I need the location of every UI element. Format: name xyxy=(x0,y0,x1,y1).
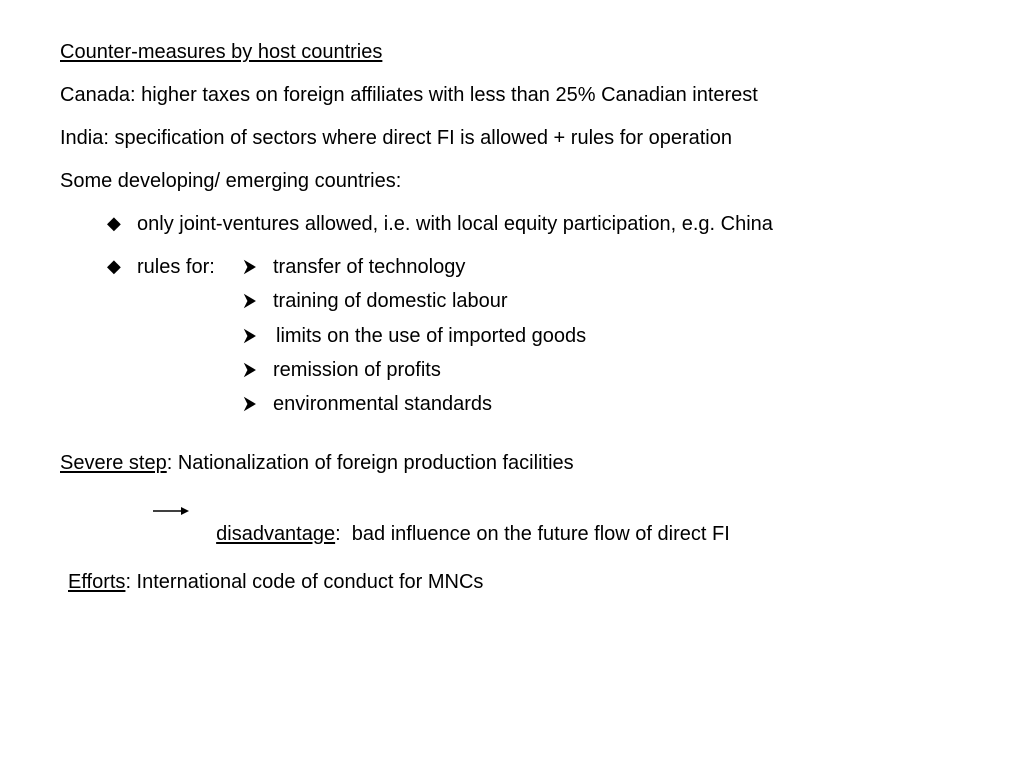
disadvantage-label: disadvantage xyxy=(216,523,336,545)
efforts-text: : International code of conduct for MNCs xyxy=(125,571,484,593)
severe-step-label: Severe step xyxy=(60,452,167,474)
arrowhead-bullet-icon xyxy=(243,293,257,309)
rule-item: environmental standards xyxy=(273,393,493,415)
india-line: India: specification of sectors where direct FI is allowed + rules for operation xyxy=(60,127,732,149)
rule-item: remission of profits xyxy=(273,359,441,381)
developing-countries-line: Some developing/ emerging countries: xyxy=(60,170,402,192)
canada-line: Canada: higher taxes on foreign affiliates with less than 25% Canadian interest xyxy=(60,84,758,106)
arrowhead-bullet-icon xyxy=(243,396,257,412)
slide-title: Counter-measures by host countries xyxy=(60,41,383,63)
diamond-bullet-icon: ◆ xyxy=(107,256,121,276)
arrowhead-bullet-icon xyxy=(243,362,257,378)
arrowhead-bullet-icon xyxy=(243,328,257,344)
disadvantage-text: : bad influence on the future flow of direct FI xyxy=(335,523,730,545)
efforts-label: Efforts xyxy=(68,571,126,593)
arrowhead-bullet-icon xyxy=(243,259,257,275)
rule-item: limits on the use of imported goods xyxy=(276,325,587,347)
efforts-line xyxy=(68,572,483,592)
severe-step-text: : Nationalization of foreign production facilities xyxy=(166,452,574,474)
rule-item: transfer of technology xyxy=(273,256,466,278)
joint-ventures-line: only joint-ventures allowed, i.e. with local equity participation, e.g. China xyxy=(137,213,773,235)
right-arrow-icon xyxy=(153,504,191,518)
disadvantage-line xyxy=(205,504,730,544)
rules-for-label: rules for: xyxy=(137,256,215,278)
diamond-bullet-icon: ◆ xyxy=(107,213,121,233)
severe-step-line xyxy=(60,453,574,473)
rule-item: training of domestic labour xyxy=(273,290,508,312)
